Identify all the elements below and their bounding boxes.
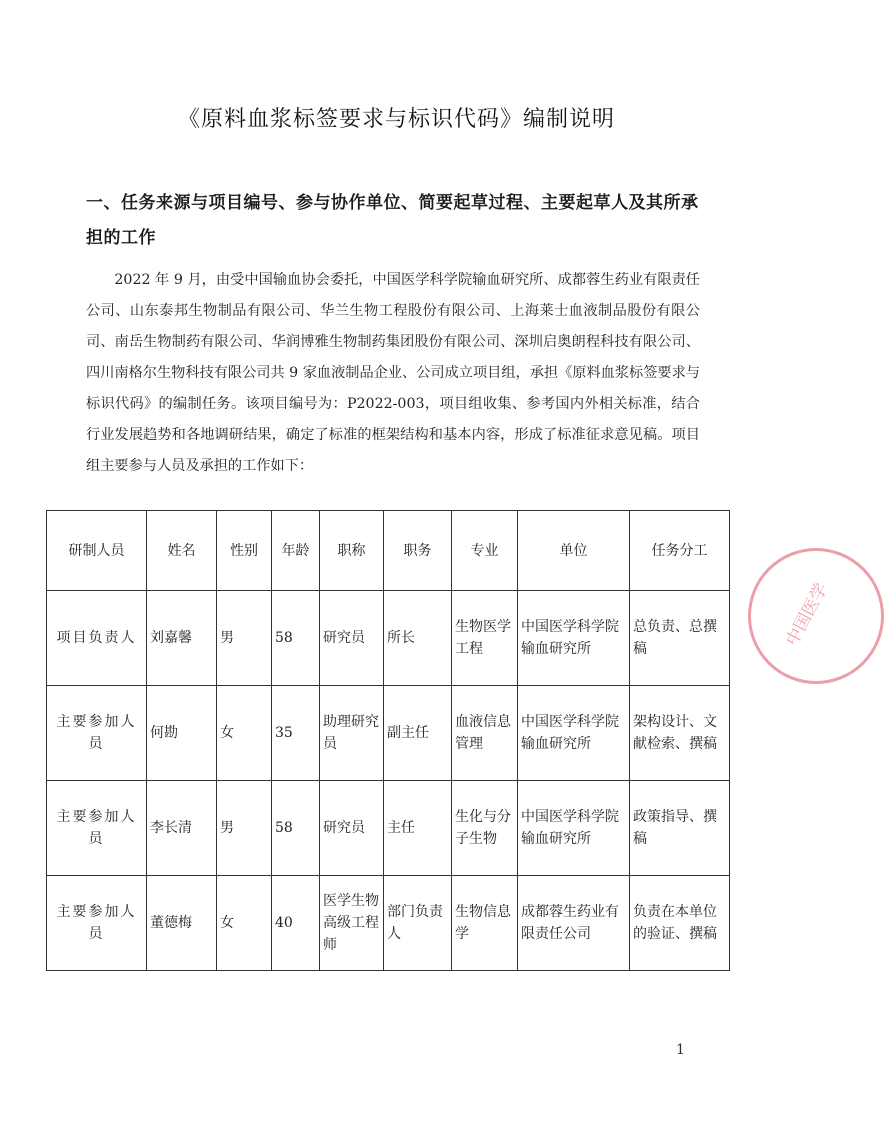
seal-text: 中国医学 [782, 579, 832, 650]
cell-age: 58 [272, 591, 320, 686]
cell-name: 董德梅 [147, 876, 217, 971]
table-row [47, 686, 730, 781]
table-header-row [47, 511, 730, 591]
cell-gender: 女 [217, 876, 272, 971]
cell-task: 总负责、总撰稿 [630, 591, 730, 686]
cell-role: 项目负责人 [47, 591, 147, 686]
cell-position: 主任 [384, 781, 452, 876]
page-number: 1 [676, 1042, 685, 1058]
header-position: 职务 [384, 511, 452, 591]
cell-unit: 中国医学科学院输血研究所 [518, 591, 630, 686]
cell-age: 35 [272, 686, 320, 781]
cell-task: 负责在本单位的验证、撰稿 [630, 876, 730, 971]
cell-position: 部门负责人 [384, 876, 452, 971]
cell-task: 政策指导、撰稿 [630, 781, 730, 876]
official-seal [748, 548, 884, 684]
header-age: 年龄 [272, 511, 320, 591]
header-name: 姓名 [147, 511, 217, 591]
staff-table [46, 510, 730, 971]
body-paragraph: 2022 年 9 月，由受中国输血协会委托，中国医学科学院输血研究所、成都蓉生药业有限责任公司、山东泰邦生物制品有限公司、华兰生物工程股份有限公司、上海莱士血液制品股份有限公司、南岳生物制药有限公司、华润博雅生物制药集团股份有限公司、深圳启奥朗程科技有限公司、四川南格尔生物科技有限公司共 9 家血液制品企业、公司成立项目组，承担《原料血浆标签要求与标识代码》的编制任务。该项目编号为：P2022-003，项目组收集、参考国内外相关标准，结合行业发展趋势和各地调研结果，确定了标准的框架结构和基本内容，形成了标准征求意见稿。项目组主要参与人员及承担的工作如下： [86, 272, 700, 474]
header-title: 职称 [320, 511, 384, 591]
cell-gender: 男 [217, 591, 272, 686]
cell-major: 血液信息管理 [452, 686, 518, 781]
table-row [47, 876, 730, 971]
cell-major: 生化与分子生物 [452, 781, 518, 876]
cell-position: 所长 [384, 591, 452, 686]
cell-role: 主要参加人员 [47, 876, 147, 971]
cell-name: 刘嘉馨 [147, 591, 217, 686]
cell-major: 生物医学工程 [452, 591, 518, 686]
header-gender: 性别 [217, 511, 272, 591]
table-row [47, 781, 730, 876]
cell-age: 58 [272, 781, 320, 876]
cell-name: 李长清 [147, 781, 217, 876]
cell-unit: 中国医学科学院输血研究所 [518, 686, 630, 781]
cell-major: 生物信息学 [452, 876, 518, 971]
cell-gender: 女 [217, 686, 272, 781]
cell-gender: 男 [217, 781, 272, 876]
table-row [47, 591, 730, 686]
cell-role: 主要参加人员 [47, 781, 147, 876]
header-task: 任务分工 [630, 511, 730, 591]
cell-name: 何勘 [147, 686, 217, 781]
cell-title: 医学生物高级工程师 [320, 876, 384, 971]
header-unit: 单位 [518, 511, 630, 591]
cell-unit: 中国医学科学院输血研究所 [518, 781, 630, 876]
header-major: 专业 [452, 511, 518, 591]
header-role: 研制人员 [47, 511, 147, 591]
cell-task: 架构设计、文献检索、撰稿 [630, 686, 730, 781]
document-title: 《原料血浆标签要求与标识代码》编制说明 [177, 107, 615, 132]
cell-unit: 成都蓉生药业有限责任公司 [518, 876, 630, 971]
cell-title: 研究员 [320, 591, 384, 686]
cell-title: 助理研究员 [320, 686, 384, 781]
cell-position: 副主任 [384, 686, 452, 781]
cell-role: 主要参加人员 [47, 686, 147, 781]
cell-age: 40 [272, 876, 320, 971]
section-heading: 一、任务来源与项目编号、参与协作单位、简要起草过程、主要起草人及其所承担的工作 [86, 193, 699, 248]
cell-title: 研究员 [320, 781, 384, 876]
